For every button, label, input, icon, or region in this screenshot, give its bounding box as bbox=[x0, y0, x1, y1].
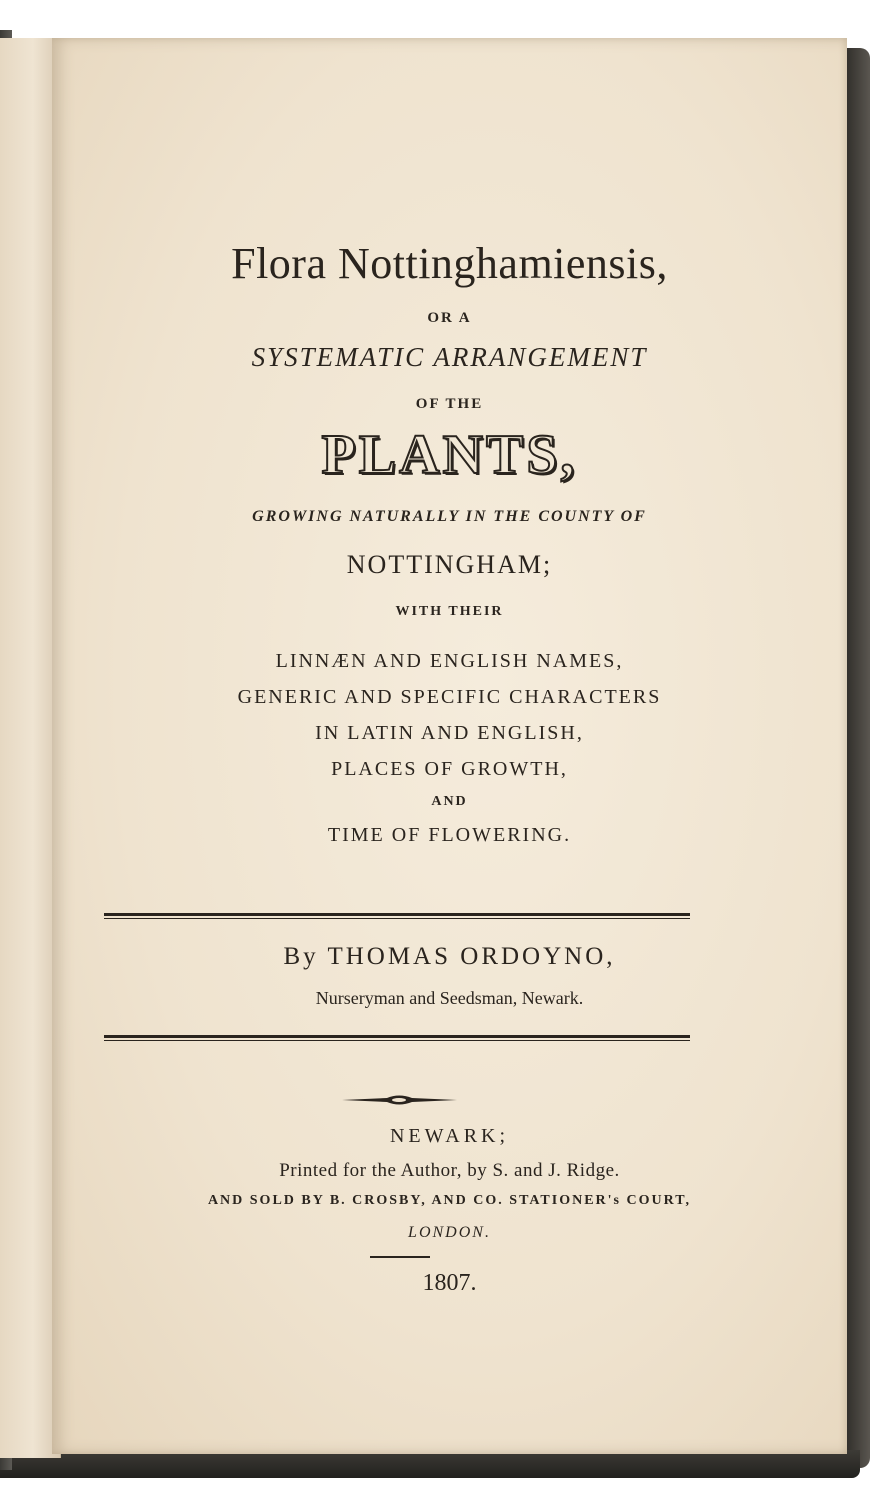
and-line: AND bbox=[431, 794, 468, 809]
contents-line: LINNÆN AND ENGLISH NAMES, bbox=[275, 650, 624, 672]
book-title: Flora Nottinghamiensis, bbox=[231, 239, 668, 288]
short-rule bbox=[370, 1256, 430, 1258]
imprint-seller: AND SOLD BY B. CROSBY, AND CO. STATIONER's COURT, bbox=[207, 1193, 692, 1208]
book bbox=[0, 30, 872, 1470]
plants-heading: PLANTS, bbox=[321, 424, 578, 486]
of-the-line: OF THE bbox=[415, 396, 484, 412]
contents-line: PLACES OF GROWTH, bbox=[331, 758, 568, 780]
author-profession: Nurseryman and Seedsman, Newark. bbox=[315, 988, 584, 1008]
with-their-line: WITH THEIR bbox=[395, 604, 504, 619]
double-rule-top bbox=[104, 913, 690, 920]
imprint-city: LONDON. bbox=[408, 1224, 491, 1241]
county-name: NOTTINGHAM; bbox=[346, 550, 553, 579]
publication-year: 1807. bbox=[422, 1270, 477, 1296]
double-rule-bottom bbox=[104, 1035, 690, 1042]
contents-list bbox=[52, 643, 847, 787]
or-a-line: OR A bbox=[427, 310, 472, 326]
time-of-flowering-line: TIME OF FLOWERING. bbox=[327, 824, 572, 846]
contents-line: GENERIC AND SPECIFIC CHARACTERS bbox=[237, 686, 662, 708]
contents-line: IN LATIN AND ENGLISH, bbox=[315, 722, 584, 744]
growing-line: GROWING NATURALLY IN THE COUNTY OF bbox=[252, 508, 647, 525]
ornament-icon bbox=[342, 1093, 457, 1107]
book-bottom-edge bbox=[0, 1450, 860, 1478]
subtitle-systematic: SYSTEMATIC ARRANGEMENT bbox=[251, 342, 648, 372]
author-line: By THOMAS ORDOYNO, bbox=[283, 943, 616, 970]
imprint-place: NEWARK; bbox=[389, 1125, 510, 1147]
imprint-printer: Printed for the Author, by S. and J. Ridge. bbox=[279, 1160, 620, 1181]
